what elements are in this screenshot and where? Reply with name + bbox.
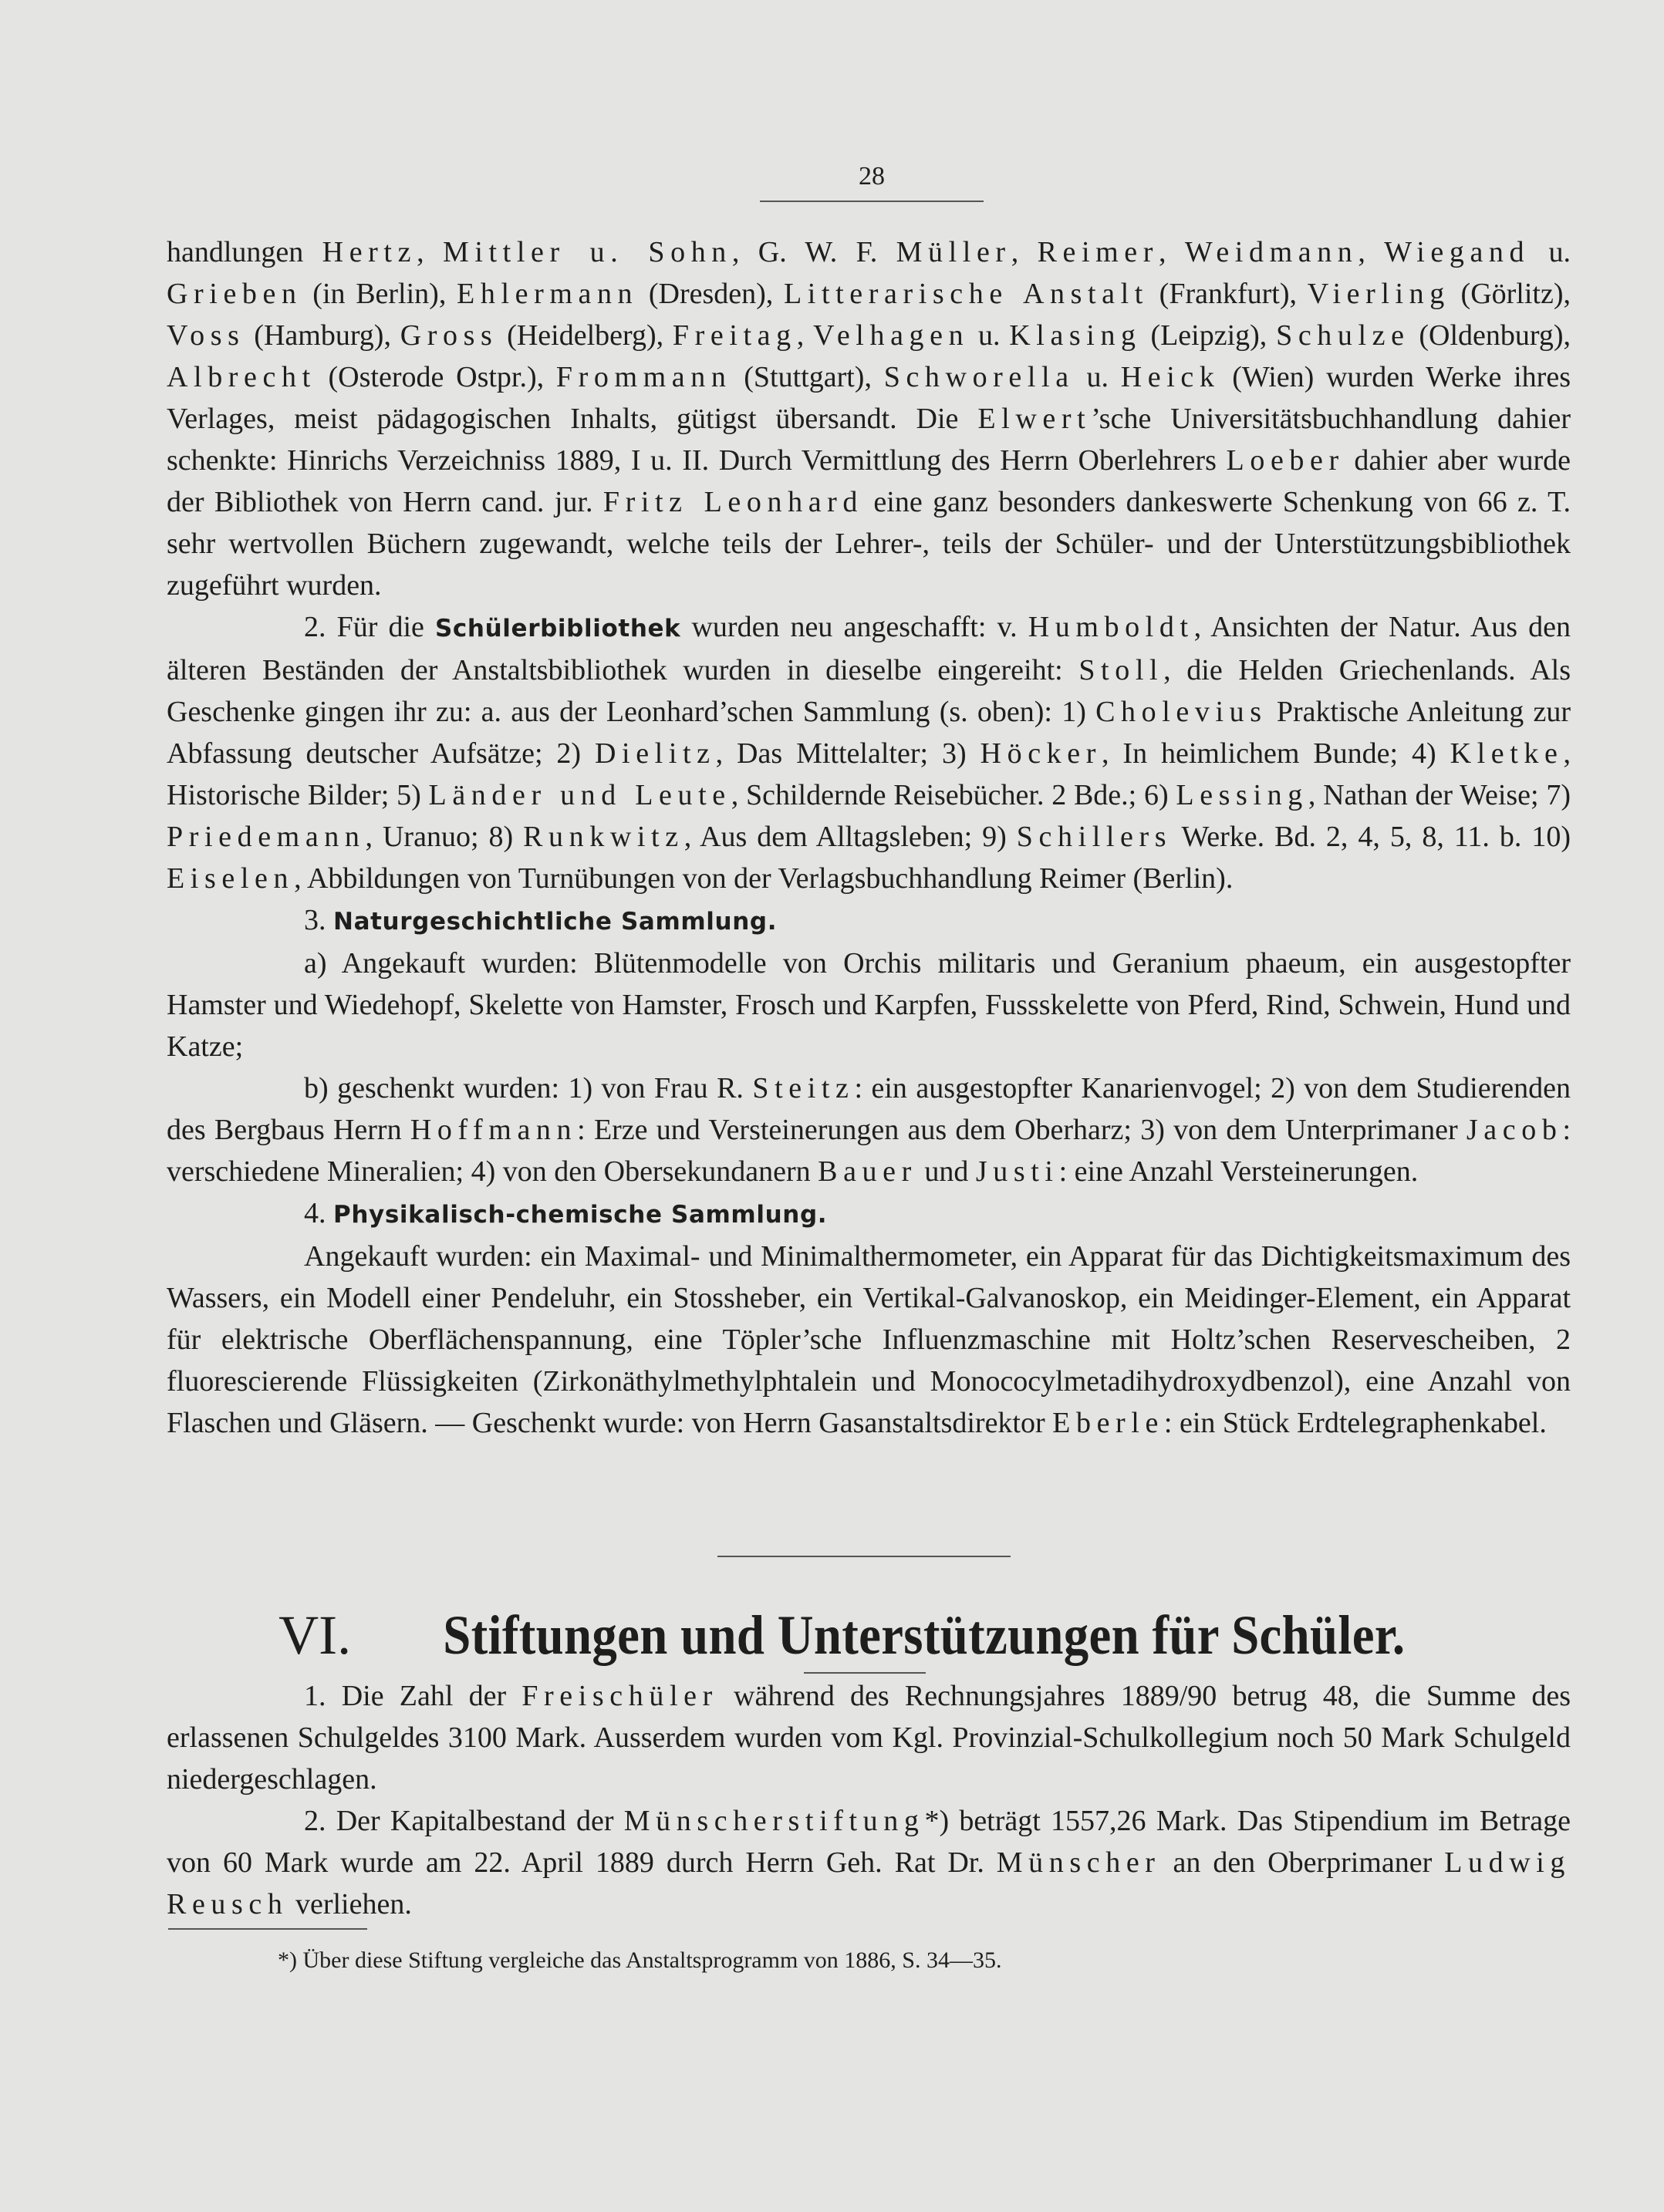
footnote: *) Über diese Stiftung vergleiche das Anstaltsprogramm von 1886, S. 34—35. [278,1947,1002,1973]
text-run: 1. Die Zahl der [304,1680,522,1712]
paragraph-physik-sammlung [167,1236,1571,1444]
text-run: u. [1530,236,1571,268]
text-run: (Stuttgart), [731,361,884,393]
text-run: , In heimlichem Bunde; 4) [1101,737,1450,770]
spaced-name: Priedemann [167,821,366,853]
text-run: , die Helden Griechenlands. Als Geschenke gingen ihr zu: a. aus der Leonhard’schen Sammlung (s. oben): 1) [167,654,1571,728]
text-run: , Uranuo; 8) [365,821,524,853]
text-run: , Das Mittelalter; 3) [715,737,981,770]
spaced-name: Höcker [980,737,1102,770]
section-heading-rule [804,1672,926,1674]
text-run: b) geschenkt wurden: 1) von Frau R. [304,1072,753,1104]
spaced-name: Münscherstiftung [623,1805,925,1837]
bold-heading: Naturgeschichtliche Sammlung. [333,908,778,936]
heading-physikalisch-chemische-sammlung [167,1192,1571,1236]
text-run: : Erze und Versteinerungen aus dem Oberharz; 3) von dem Unterprimaner [577,1114,1467,1146]
text-run: (Leipzig), [1141,319,1277,352]
text-run: , Ansichten der Natur. Aus den älteren Beständen der Anstaltsbibliothek wurden in dieselbe eingereiht: [167,611,1571,686]
text-run: , Schildernde Reisebücher. 2 Bde.; 6) [731,779,1176,811]
text-run: ’sche Universitätsbuchhandlung dahier schenkte: Hinrichs Verzeichniss 1889, I u. II. Durch Vermittlung des Herrn Oberlehrers [167,403,1571,477]
spaced-name: Reimer [1037,236,1159,268]
text-run: *) beträgt 1557,26 Mark. Das Stipendium im Betrage von 60 Mark wurde am 22. April 1889 durch Herrn Geh. Rat Dr. [167,1805,1571,1879]
spaced-name: Hoffmann [410,1114,578,1146]
text-run: 3. [304,904,333,936]
spaced-name: Elwert [977,403,1092,435]
spaced-name: Velhagen [813,319,970,352]
text-run: , [417,236,443,268]
text-run: , Historische Bilder; 5) [167,737,1571,811]
text-run: : ein Stück Erdtelegraphenkabel. [1163,1407,1547,1439]
text-run: , [1159,236,1185,268]
text-run: , Aus dem Alltagsleben; 9) [683,821,1017,853]
text-run: : ein ausgestopfter Kanarienvogel; 2) von dem Studierenden des Bergbaus Herrn [167,1072,1571,1146]
text-run: , [1011,236,1038,268]
footnote-rule [168,1928,367,1930]
text-run: (Dresden), [638,278,784,310]
paragraph-geschenkt-b [167,1067,1571,1192]
spaced-name: Voss [167,319,245,352]
header-rule [760,201,984,202]
text-run: 2. Der Kapitalbestand der [304,1805,624,1837]
text-run: 4. [304,1197,333,1229]
section-divider [717,1556,1011,1557]
heading-naturgeschichtliche-sammlung [167,899,1571,942]
text-run: u. [1074,361,1121,393]
paragraph-donations [167,231,1571,606]
spaced-name: Münscher [996,1846,1161,1879]
text-run: handlungen [167,236,322,268]
paragraph-freischueler [167,1675,1571,1800]
text-run: : eine Anzahl Versteinerungen. [1058,1155,1419,1188]
text-run: Werke. Bd. 2, 4, 5, 8, 11. b. 10) [1172,821,1571,853]
text-run: (Heidelberg), [498,319,673,352]
text-run: verliehen. [288,1888,412,1920]
spaced-name: Lessing [1176,779,1308,811]
spaced-name: Freitag [672,319,797,352]
text-run: , Nathan der Weise; 7) [1308,779,1571,811]
spaced-name: Bauer [818,1155,917,1188]
spaced-name: Schulze [1276,319,1410,352]
spaced-name: Müller [896,236,1011,268]
text-run: a) Angekauft wurden: Blütenmodelle von Orchis militaris und Geranium phaeum, ein ausgestopfter Hamster und Wiedehopf, Skelette von Hamster, Frosch und Karpfen, Fussskelette von Pferd, Rind, Schwein, Hund und Katze; [167,947,1571,1063]
spaced-name: Grieben [167,278,302,310]
spaced-name: Eiselen [167,862,295,895]
spaced-name: Klasing [1009,319,1142,352]
text-run: u. [969,319,1010,352]
spaced-name: Wiegand [1384,236,1531,268]
text-run: Angekauft wurden: ein Maximal- und Minimalthermometer, ein Apparat für das Dichtigkeitsmaximum des Wassers, ein Modell einer Pendeluhr, ein Stossheber, ein Vertikal-Galvanoskop, ein Meidinger-Element, ein Apparat für elektrische Oberflächenspannung, eine Töpler’sche Influenzmaschine mit Holtz’schen Reservescheiben, 2 fluorescierende Flüssigkeiten (Zirkonäthylmethylphtalein und Monococylmetadihydroxydbenzol), eine Anzahl von Flaschen und Gläsern. — Geschenkt wurde: von Herrn Gasanstaltsdirektor [167,1240,1571,1439]
spaced-name: Vierling [1307,278,1450,310]
text-run: (Osterode Ostpr.), [316,361,556,393]
text-run: und [916,1155,976,1188]
spaced-name: Fritz Leonhard [602,486,864,518]
paragraph-muenscherstiftung [167,1800,1571,1925]
spaced-name: Humboldt [1028,611,1194,643]
section-text [167,1675,1571,1925]
spaced-name: Schillers [1016,821,1173,853]
spaced-name: Dielitz [595,737,716,770]
text-run: wurden neu angeschafft: v. [680,611,1028,643]
spaced-name: Steitz [752,1072,855,1104]
section-number: VI. [278,1604,352,1666]
text-run: , [1358,236,1385,268]
text-run: , Abbildungen von Turnübungen von der Verlagsbuchhandlung Reimer (Berlin). [294,862,1234,895]
text-run: (Wien) wurden Werke ihres Verlages, meist pädagogischen Inhalts, gütigst übersandt. Die [167,361,1571,435]
spaced-name: Mittler u. Sohn [442,236,732,268]
page-number: 28 [859,162,885,191]
spaced-name: Justi [975,1155,1059,1188]
spaced-name: Weidmann [1184,236,1359,268]
text-run: , G. W. F. [731,236,896,268]
text-run: (Frankfurt), [1148,278,1308,310]
main-text [167,231,1571,1444]
text-run: (in Berlin), [302,278,457,310]
spaced-name: Cholevius [1095,696,1267,728]
text-run: während des Rechnungsjahres 1889/90 betrug 48, die Summe des erlassenen Schulgeldes 3100 Mark. Ausserdem wurden vom Kgl. Provinzial-Schulkollegium noch 50 Mark Schulgeld niedergeschlagen. [167,1680,1571,1796]
text-run: 2. Für die [304,611,435,643]
text-run: (Hamburg), [245,319,400,352]
section-title: Stiftungen und Unterstützungen für Schüler. [443,1604,1406,1666]
spaced-name: Stoll [1078,654,1164,686]
text-run: (Oldenburg), [1409,319,1571,352]
text-run: : verschiedene Mineralien; 4) von den Obersekundanern [167,1114,1571,1188]
spaced-name: Heick [1120,361,1220,393]
spaced-name: Jacob [1466,1114,1563,1146]
spaced-name: Gross [400,319,498,352]
spaced-name: Loeber [1226,444,1345,477]
spaced-name: Hertz [322,236,417,268]
spaced-name: Ehlermann [457,278,639,310]
text-run: Praktische Anleitung zur Abfassung deutscher Aufsätze; 2) [167,696,1571,770]
spaced-name: Schworella [883,361,1075,393]
spaced-name: Länder und Leute [428,779,731,811]
spaced-name: Frommann [555,361,732,393]
spaced-name: Ludwig Reusch [167,1846,1571,1920]
paragraph-schuelerbibliothek [167,606,1571,899]
spaced-name: Kletke [1450,737,1564,770]
bold-heading: Physikalisch-chemische Sammlung. [333,1201,828,1229]
spaced-name: Eberle [1052,1407,1164,1439]
text-run: an den Oberprimaner [1160,1846,1445,1879]
text-run: (Görlitz), [1450,278,1571,310]
spaced-name: Freischüler [521,1680,718,1712]
text-run: , [796,319,814,352]
text-run: eine ganz besonders dankeswerte Schenkung von 66 z. T. sehr wertvollen Büchern zugewandt, welche teils der Lehrer-, teils der Schüler- und der Unterstützungsbibliothek zugeführt wurden. [167,486,1571,602]
text-run: dahier aber wurde der Bibliothek von Herrn cand. jur. [167,444,1571,518]
spaced-name: Runkwitz [523,821,684,853]
section-heading [167,1600,1571,1670]
spaced-name: Litterarische Anstalt [783,278,1149,310]
bold-heading: Schülerbibliothek [434,615,681,642]
paragraph-angekauft-a [167,942,1571,1067]
spaced-name: Albrecht [167,361,316,393]
